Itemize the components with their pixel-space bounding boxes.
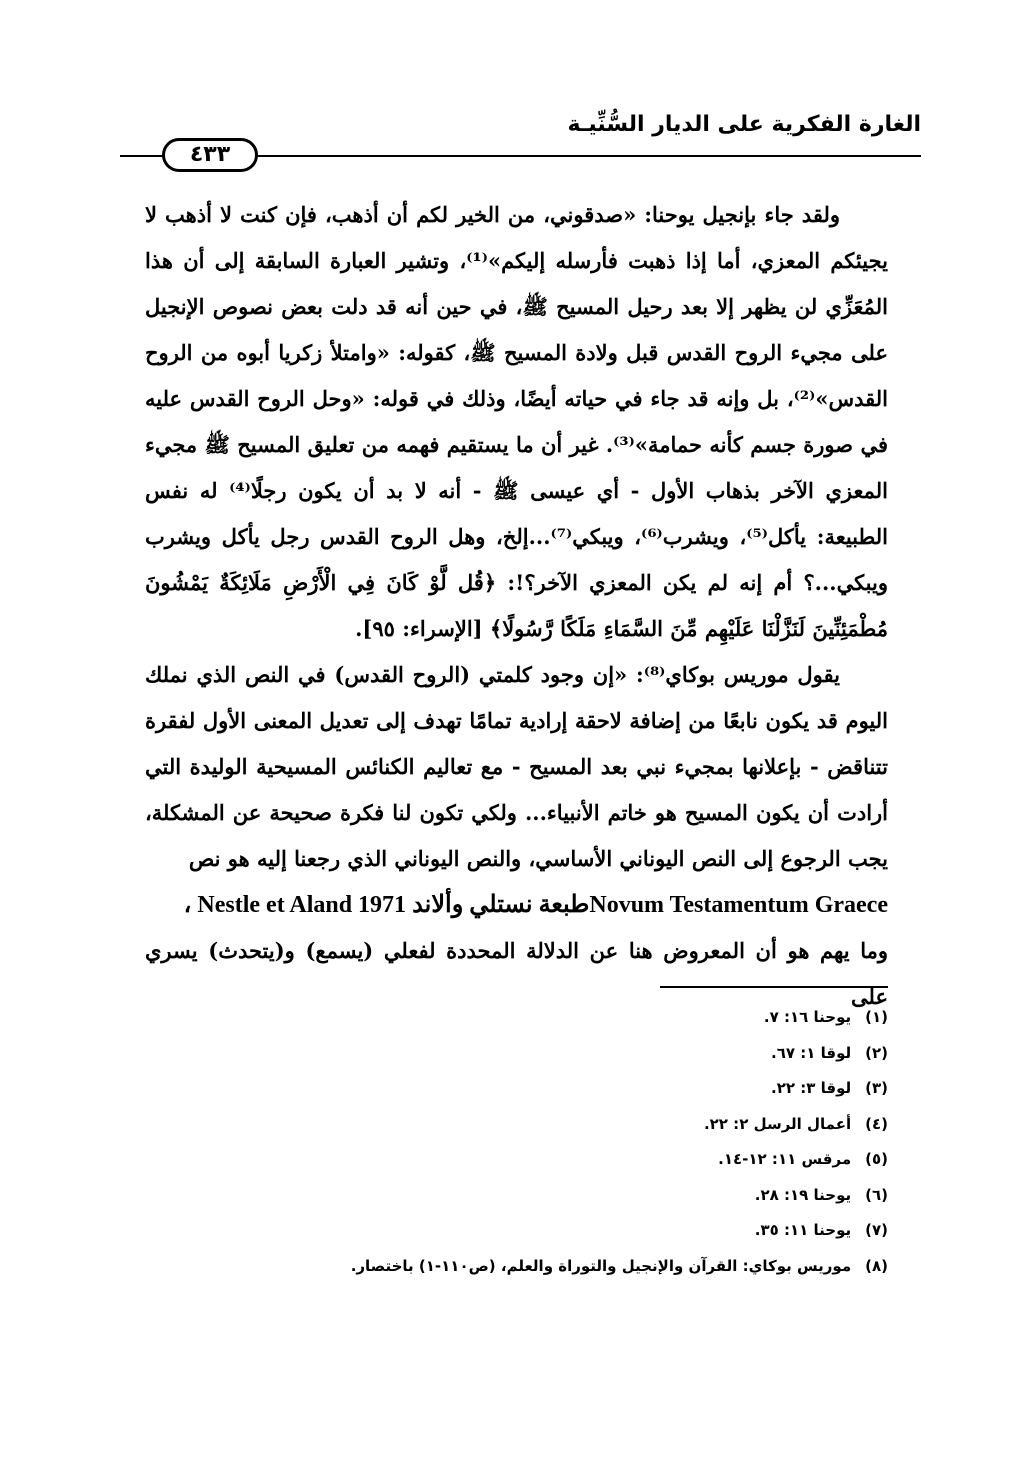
footnote-number: (٣) <box>865 1079 888 1097</box>
main-text <box>145 192 888 1020</box>
footnote-item <box>145 1213 888 1249</box>
footnote-text: لوقا ١: ٦٧. <box>771 1043 852 1062</box>
paragraph-2-continued: وما يهم هو أن المعروض هنا عن الدلالة المحددة لفعلي (يسمع) و(يتحدث) يسري على <box>145 938 888 1009</box>
footnote-item <box>145 1249 888 1285</box>
footnote-rule <box>660 986 888 988</box>
footnote-number: (٢) <box>865 1043 888 1062</box>
running-title: الغارة الفكرية على الديار السُّنِّيـة <box>567 112 921 137</box>
footnote-number: (٨) <box>865 1256 888 1275</box>
latin-edition-line: Novum Testamentum Graeceطبعة نستلي وألاند Nestle et Aland 1971 ، <box>183 892 888 918</box>
footnote-text: يوحنا ١٩: ٢٨. <box>754 1185 852 1204</box>
footnote-number: (٦) <box>865 1185 888 1204</box>
footnote-number: (١) <box>865 1008 888 1026</box>
footnote-text: أعمال الرسل ٢: ٢٢. <box>703 1114 852 1133</box>
footnote-text: موريس بوكاي: القرآن والإنجيل والتوراة والعلم، (ص١١٠-١) باختصار. <box>350 1256 852 1275</box>
footnote-text: يوحنا ١٦: ٧. <box>763 1008 852 1026</box>
footnote-item <box>145 1000 888 1036</box>
footnote-text: لوقا ٣: ٢٢. <box>771 1079 852 1097</box>
footnote-item <box>145 1142 888 1178</box>
paragraph-2 <box>145 652 888 882</box>
paragraph-1: ولقد جاء بإنجيل يوحنا: «صدقوني، من الخير لكم أن أذهب، فإن كنت لا أذهب لا يجيئكم المعزي، أما إذا ذهبت فأرسله إليكم»⁽¹⁾، وتشير العبارة السابقة إلى أن هذا المُعَزِّي لن يظهر إلا بعد رحيل المسيح ﷺ، في حين أنه قد دلت بعض نصوص الإنجيل على مجيء الروح القدس قبل ولادة المسيح ﷺ، كقوله: «وامتلأ زكريا أبوه من الروح القدس»⁽²⁾، بل وإنه قد جاء في حياته أيضًا، وذلك في قوله: «وحل الروح القدس عليه في صورة جسم كأنه حمامة»⁽³⁾. غير أن ما يستقيم فهمه من تعليق المسيح ﷺ مجيء المعزي الآخر بذهاب الأول - أي عيسى ﷺ - أنه لا بد أن يكون رجلًا⁽⁴⁾ له نفس الطبيعة: يأكل⁽⁵⁾، ويشرب⁽⁶⁾، ويبكي⁽⁷⁾...إلخ، وهل الروح القدس رجل يأكل ويشرب ويبكي...؟ أم إنه لم يكن المعزي الآخر؟!: ﴿قُل لَّوْ كَانَ فِي الْأَرْضِ مَلَائِكَةٌ يَمْشُونَ مُطْمَئِنِّينَ لَنَزَّلْنَا عَلَيْهِم مِّنَ السَّمَاءِ مَلَكًا رَّسُولًا﴾ [الإسراء: ٩٥]. <box>145 202 888 641</box>
footnote-number: (٥) <box>865 1150 888 1168</box>
footnote-number: (٧) <box>865 1221 888 1239</box>
footnote-text: مرقس ١١: ١٢-١٤. <box>718 1150 852 1168</box>
footnote-number: (٤) <box>865 1114 888 1133</box>
footnotes-list <box>145 1000 888 1284</box>
page-number: ٤٣٣ <box>162 138 258 172</box>
footnote-item <box>145 1036 888 1072</box>
footnote-item <box>145 1071 888 1107</box>
paragraph-2-text: يقول موريس بوكاي⁽⁸⁾: «إن وجود كلمتي (الروح القدس) في النص الذي نملك اليوم قد يكون نابعًا من إضافة لاحقة إرادية تمامًا تهدف إلى تعديل المعنى الأول لفقرة تتناقض - بإعلانها بمجيء نبي بعد المسيح - مع تعاليم الكنائس المسيحية الوليدة التي أرادت أن يكون المسيح هو خاتم الأنبياء... ولكي تكون لنا فكرة صحيحة عن المشكلة، يجب الرجوع إلى النص اليوناني الأساسي، والنص اليوناني الذي رجعنا إليه هو نص <box>145 662 888 871</box>
footnote-item <box>145 1178 888 1214</box>
footnote-text: يوحنا ١١: ٣٥. <box>754 1221 852 1239</box>
footnote-item <box>145 1107 888 1143</box>
